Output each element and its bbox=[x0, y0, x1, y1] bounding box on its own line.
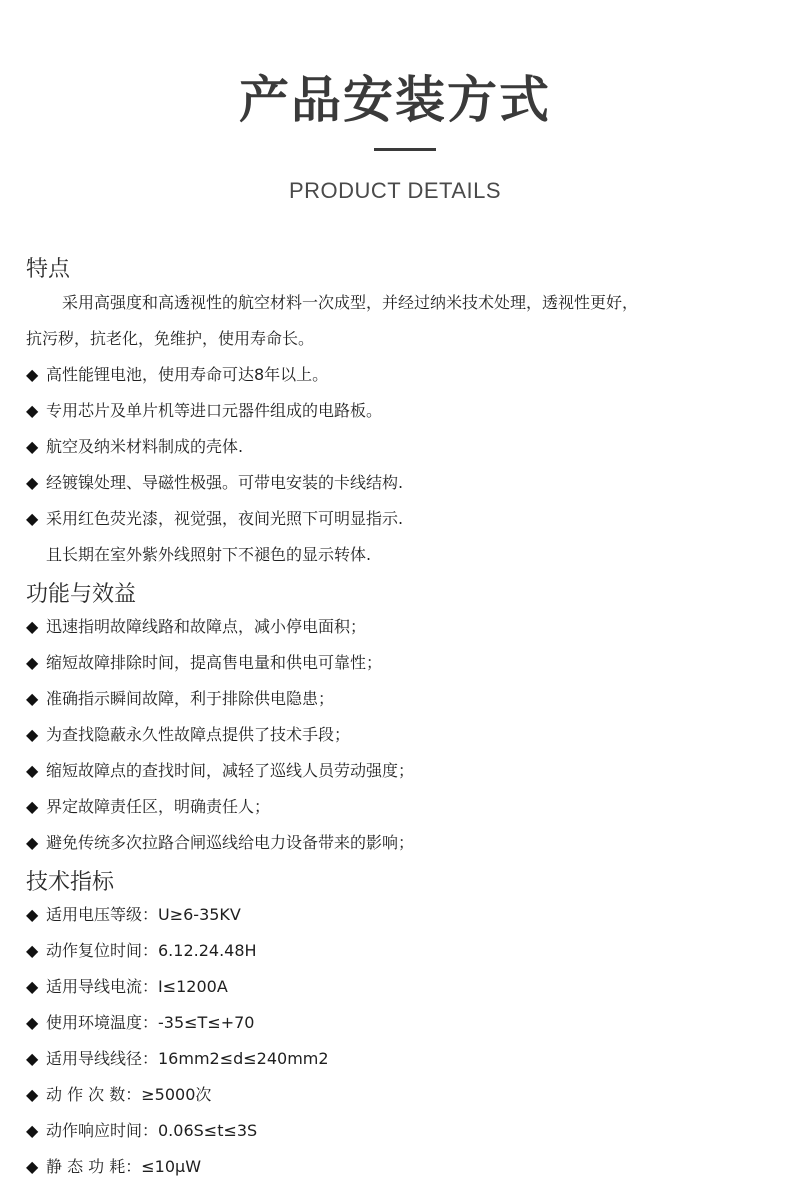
spec-item bbox=[26, 976, 228, 998]
feature-item bbox=[26, 364, 328, 386]
diamond-bullet-icon: ◆ bbox=[26, 761, 39, 780]
benefit-item bbox=[26, 652, 382, 674]
spec-item bbox=[26, 1012, 255, 1034]
feature-item-text: 经镀镍处理、导磁性极强。可带电安装的卡线结构. bbox=[46, 473, 404, 492]
spec-item-text: 适用导线电流：I≤1200A bbox=[46, 977, 228, 996]
feature-item-text: 专用芯片及单片机等进口元器件组成的电路板。 bbox=[46, 401, 383, 420]
benefit-item-text: 迅速指明故障线路和故障点，减小停电面积； bbox=[46, 617, 367, 636]
benefit-item bbox=[26, 616, 366, 638]
specs-heading: 技术指标 bbox=[26, 870, 115, 895]
diamond-bullet-icon: ◆ bbox=[26, 509, 39, 528]
spec-item-text: 使用环境温度：-35≤T≤+70 bbox=[46, 1013, 255, 1032]
diamond-bullet-icon: ◆ bbox=[26, 1013, 39, 1032]
spec-item-text: 适用导线线径：16mm2≤d≤240mm2 bbox=[46, 1049, 329, 1068]
diamond-bullet-icon: ◆ bbox=[26, 797, 39, 816]
benefits-heading: 功能与效益 bbox=[26, 582, 137, 607]
diamond-bullet-icon: ◆ bbox=[26, 1049, 39, 1068]
feature-item bbox=[26, 400, 382, 422]
diamond-bullet-icon: ◆ bbox=[26, 617, 39, 636]
page-subtitle: PRODUCT DETAILS bbox=[288, 178, 502, 203]
diamond-bullet-icon: ◆ bbox=[26, 689, 39, 708]
spec-item bbox=[26, 904, 241, 926]
diamond-bullet-icon: ◆ bbox=[26, 473, 39, 492]
benefit-item-text: 缩短故障点的查找时间，减轻了巡线人员劳动强度； bbox=[46, 761, 415, 780]
features-intro-line1: 采用高强度和高透视性的航空材料一次成型，并经过纳米技术处理，透视性更好， bbox=[62, 293, 639, 312]
features-intro-line2: 抗污秽，抗老化，免维护，使用寿命长。 bbox=[26, 329, 315, 348]
feature-item-text: 采用红色荧光漆，视觉强，夜间光照下可明显指示. bbox=[46, 509, 404, 528]
feature-item-text: 高性能锂电池，使用寿命可达8年以上。 bbox=[46, 365, 329, 384]
spec-item-text: 动作响应时间：0.06S≤t≤3S bbox=[46, 1121, 258, 1140]
diamond-bullet-icon: ◆ bbox=[26, 833, 39, 852]
feature-continuation: 且长期在室外紫外线照射下不褪色的显示转体. bbox=[46, 545, 372, 564]
diamond-bullet-icon: ◆ bbox=[26, 1085, 39, 1104]
feature-item-text: 航空及纳米材料制成的壳体. bbox=[46, 437, 244, 456]
feature-item bbox=[26, 436, 243, 458]
spec-item-text: 动作复位时间：6.12.24.48H bbox=[46, 941, 257, 960]
features-heading: 特点 bbox=[26, 257, 71, 282]
spec-item bbox=[26, 940, 257, 962]
benefit-item-text: 界定故障责任区，明确责任人； bbox=[46, 797, 271, 816]
diamond-bullet-icon: ◆ bbox=[26, 365, 39, 384]
diamond-bullet-icon: ◆ bbox=[26, 1121, 39, 1140]
page-title: 产品安装方式 bbox=[239, 71, 551, 129]
diamond-bullet-icon: ◆ bbox=[26, 905, 39, 924]
diamond-bullet-icon: ◆ bbox=[26, 941, 39, 960]
diamond-bullet-icon: ◆ bbox=[26, 437, 39, 456]
spec-item bbox=[26, 1084, 211, 1106]
benefit-item bbox=[26, 760, 414, 782]
diamond-bullet-icon: ◆ bbox=[26, 1157, 39, 1176]
spec-item-text: 静 态 功 耗：≤10μW bbox=[46, 1157, 202, 1176]
benefit-item bbox=[26, 832, 414, 854]
spec-item bbox=[26, 1048, 329, 1070]
feature-item bbox=[26, 472, 403, 494]
spec-item bbox=[26, 1156, 201, 1178]
feature-item bbox=[26, 508, 403, 530]
diamond-bullet-icon: ◆ bbox=[26, 725, 39, 744]
benefit-item bbox=[26, 724, 350, 746]
diamond-bullet-icon: ◆ bbox=[26, 401, 39, 420]
title-divider bbox=[374, 148, 436, 151]
spec-item-text: 适用电压等级：U≥6-35KV bbox=[46, 905, 241, 924]
benefit-item-text: 准确指示瞬间故障，利于排除供电隐患； bbox=[46, 689, 335, 708]
benefit-item bbox=[26, 688, 334, 710]
spec-item-text: 动 作 次 数：≥5000次 bbox=[46, 1085, 212, 1104]
benefit-item-text: 避免传统多次拉路合闸巡线给电力设备带来的影响； bbox=[46, 833, 415, 852]
benefit-item bbox=[26, 796, 270, 818]
benefit-item-text: 为查找隐蔽永久性故障点提供了技术手段； bbox=[46, 725, 351, 744]
benefit-item-text: 缩短故障排除时间，提高售电量和供电可靠性； bbox=[46, 653, 383, 672]
diamond-bullet-icon: ◆ bbox=[26, 977, 39, 996]
diamond-bullet-icon: ◆ bbox=[26, 653, 39, 672]
spec-item bbox=[26, 1120, 257, 1142]
